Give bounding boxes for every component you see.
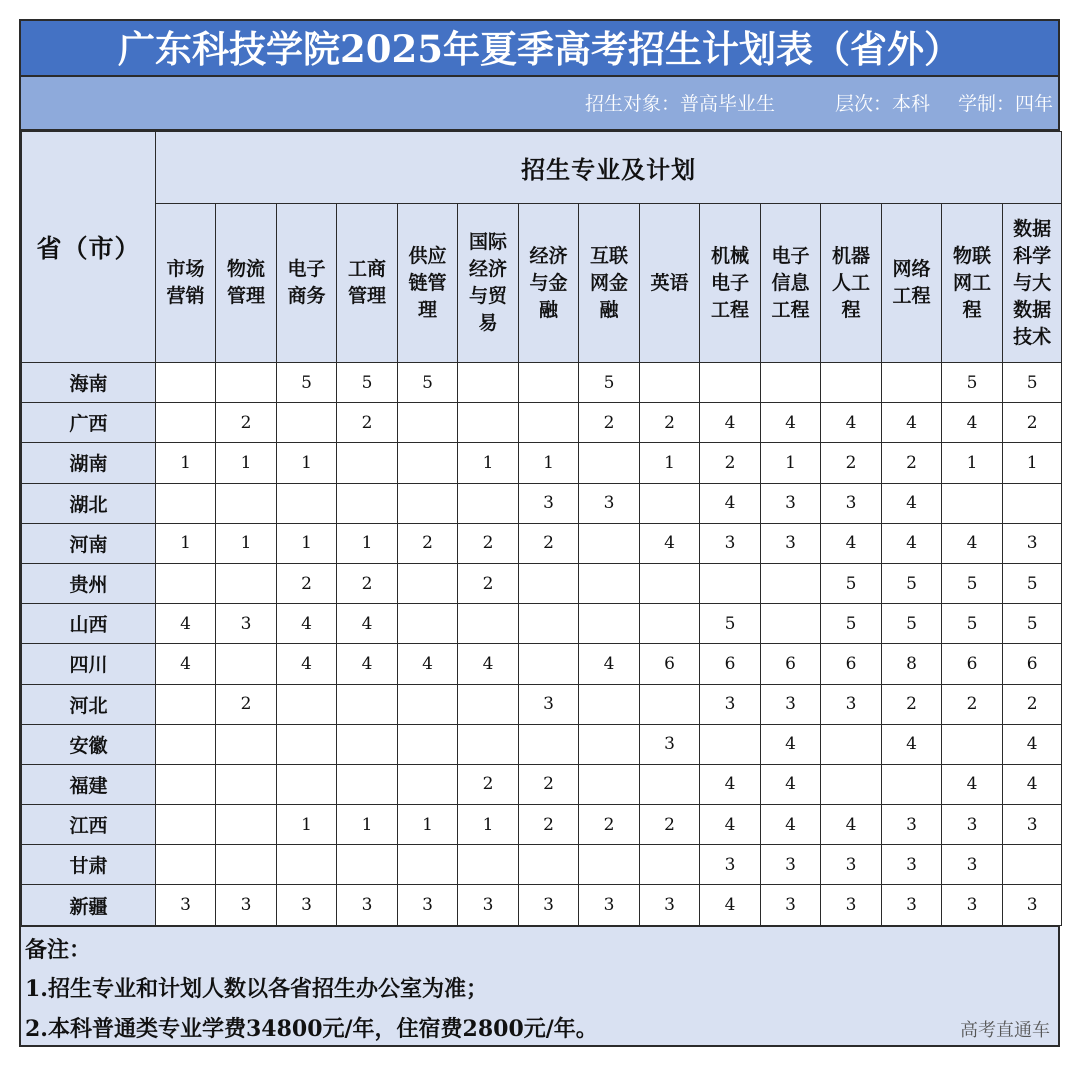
plan-count-cell [337, 684, 398, 724]
major-header-label: 经济与金融 [529, 244, 568, 321]
plan-count-cell: 2 [519, 523, 579, 563]
plan-count-cell: 3 [579, 483, 640, 523]
plan-count-cell [156, 724, 216, 764]
plan-count-cell [337, 483, 398, 523]
plan-count-cell [216, 644, 277, 684]
plan-count-cell [156, 684, 216, 724]
subheader-bar [21, 77, 1058, 131]
plan-count-cell: 6 [942, 644, 1003, 684]
plan-count-cell [519, 724, 579, 764]
plan-count-cell: 1 [458, 805, 519, 845]
plan-count-cell: 2 [458, 523, 519, 563]
plan-count-cell [216, 805, 277, 845]
table-row [22, 443, 1062, 483]
page-title: 广东科技学院2025年夏季高考招生计划表（省外） [21, 21, 1058, 77]
plan-count-cell [640, 483, 700, 523]
plan-count-cell: 3 [882, 805, 942, 845]
plan-count-cell [337, 724, 398, 764]
plan-count-cell: 1 [337, 805, 398, 845]
table-row [22, 805, 1062, 845]
plan-count-cell [337, 845, 398, 885]
major-header [398, 204, 458, 363]
plan-count-cell: 3 [700, 845, 761, 885]
plan-count-cell [156, 563, 216, 603]
plan-count-cell [458, 604, 519, 644]
province-cell: 甘肃 [22, 845, 156, 885]
province-cell: 山西 [22, 604, 156, 644]
province-column-header: 省（市） [22, 132, 156, 363]
plan-count-cell: 4 [700, 764, 761, 804]
plan-count-cell [398, 724, 458, 764]
plan-count-cell: 4 [700, 805, 761, 845]
plan-count-cell [700, 363, 761, 403]
plan-count-cell [579, 724, 640, 764]
table-row [22, 845, 1062, 885]
major-header [216, 204, 277, 363]
plan-count-cell: 4 [700, 483, 761, 523]
plan-count-cell: 4 [882, 724, 942, 764]
plan-count-cell: 4 [761, 805, 821, 845]
major-header [1003, 204, 1062, 363]
plan-count-cell [1003, 845, 1062, 885]
plan-count-cell: 2 [1003, 684, 1062, 724]
plan-count-cell: 4 [700, 403, 761, 443]
plan-count-cell [882, 764, 942, 804]
plan-count-cell: 3 [942, 805, 1003, 845]
table-row [22, 604, 1062, 644]
major-header [337, 204, 398, 363]
plan-count-cell [519, 563, 579, 603]
province-cell: 广西 [22, 403, 156, 443]
plan-count-cell: 3 [882, 885, 942, 925]
plan-count-cell [216, 483, 277, 523]
plan-count-cell: 5 [942, 363, 1003, 403]
plan-count-cell: 6 [761, 644, 821, 684]
major-header [942, 204, 1003, 363]
education-level-label: 层次：本科 [835, 93, 931, 115]
plan-count-cell [458, 363, 519, 403]
plan-count-cell [761, 604, 821, 644]
plan-count-cell [398, 764, 458, 804]
plan-count-cell: 3 [761, 523, 821, 563]
plan-count-cell: 2 [337, 403, 398, 443]
plan-count-cell: 3 [700, 523, 761, 563]
plan-count-cell: 3 [579, 885, 640, 925]
plan-count-cell: 3 [761, 483, 821, 523]
plan-count-cell: 6 [700, 644, 761, 684]
plan-count-cell [640, 363, 700, 403]
plan-count-cell: 2 [216, 403, 277, 443]
province-cell: 贵州 [22, 563, 156, 603]
plan-count-cell [640, 684, 700, 724]
plan-count-cell: 2 [700, 443, 761, 483]
major-header-label: 供应链管理 [408, 244, 447, 321]
major-header [156, 204, 216, 363]
plan-count-cell: 4 [156, 604, 216, 644]
plan-count-cell: 4 [277, 604, 337, 644]
plan-count-cell: 2 [398, 523, 458, 563]
plan-count-cell [640, 604, 700, 644]
major-header-label: 电子信息工程 [771, 244, 810, 321]
table-row [22, 684, 1062, 724]
notes-title: 备注： [25, 937, 92, 963]
province-cell: 河北 [22, 684, 156, 724]
major-header [277, 204, 337, 363]
plan-count-cell: 1 [277, 443, 337, 483]
table-row [22, 523, 1062, 563]
plan-count-cell: 3 [761, 845, 821, 885]
plan-count-cell [277, 764, 337, 804]
plan-count-cell [398, 403, 458, 443]
plan-count-cell: 4 [156, 644, 216, 684]
plan-count-cell: 5 [579, 363, 640, 403]
watermark: 高考直通车 [960, 1020, 1050, 1041]
major-header [458, 204, 519, 363]
plan-count-cell [337, 443, 398, 483]
major-header [882, 204, 942, 363]
plan-count-cell: 2 [216, 684, 277, 724]
plan-count-cell: 1 [277, 805, 337, 845]
plan-count-cell: 4 [882, 403, 942, 443]
table-row [22, 563, 1062, 603]
plan-count-cell: 3 [640, 885, 700, 925]
plan-count-cell [277, 724, 337, 764]
plan-count-cell: 1 [156, 443, 216, 483]
plan-count-cell: 1 [216, 523, 277, 563]
plan-count-cell: 5 [277, 363, 337, 403]
plan-count-cell [519, 363, 579, 403]
plan-count-cell: 5 [821, 604, 882, 644]
plan-count-cell: 1 [640, 443, 700, 483]
table-row [22, 644, 1062, 684]
plan-count-cell [156, 363, 216, 403]
province-cell: 新疆 [22, 885, 156, 925]
plan-count-cell: 4 [337, 644, 398, 684]
province-cell: 海南 [22, 363, 156, 403]
plan-count-cell [458, 403, 519, 443]
plan-count-cell [821, 724, 882, 764]
plan-count-cell [156, 403, 216, 443]
plan-count-cell: 2 [640, 805, 700, 845]
plan-count-cell [458, 724, 519, 764]
plan-count-cell [942, 724, 1003, 764]
plan-count-cell: 3 [942, 885, 1003, 925]
plan-count-cell [156, 805, 216, 845]
plan-count-cell: 3 [398, 885, 458, 925]
plan-count-cell: 5 [700, 604, 761, 644]
plan-count-cell [277, 483, 337, 523]
plan-count-cell: 3 [519, 885, 579, 925]
plan-count-cell: 4 [579, 644, 640, 684]
plan-count-cell: 3 [821, 483, 882, 523]
plan-count-cell: 4 [337, 604, 398, 644]
plan-count-cell: 2 [1003, 403, 1062, 443]
plan-count-cell: 4 [700, 885, 761, 925]
table-row [22, 363, 1062, 403]
plan-count-cell: 3 [882, 845, 942, 885]
plan-count-cell: 3 [519, 684, 579, 724]
plan-count-cell: 4 [821, 523, 882, 563]
note-item: 2.本科普通类专业学费34800元/年，住宿费2800元/年。 [25, 1016, 598, 1042]
province-cell: 四川 [22, 644, 156, 684]
plan-count-cell [216, 363, 277, 403]
plan-count-cell: 6 [821, 644, 882, 684]
province-cell: 安徽 [22, 724, 156, 764]
plan-count-cell: 3 [821, 885, 882, 925]
plan-count-cell: 1 [398, 805, 458, 845]
plan-count-cell [458, 845, 519, 885]
plan-count-cell [398, 443, 458, 483]
major-header-label: 互联网金融 [589, 244, 628, 321]
major-header [579, 204, 640, 363]
plan-count-cell: 3 [337, 885, 398, 925]
plan-count-cell [398, 845, 458, 885]
plan-count-cell: 6 [640, 644, 700, 684]
plan-count-cell [398, 684, 458, 724]
table-row [22, 764, 1062, 804]
major-header [700, 204, 761, 363]
major-header-label: 数据科学与大数据技术 [1013, 217, 1052, 348]
notes-section [21, 926, 1058, 1045]
province-cell: 河南 [22, 523, 156, 563]
plan-count-cell [398, 483, 458, 523]
plan-count-cell: 4 [458, 644, 519, 684]
plan-count-cell: 3 [458, 885, 519, 925]
plan-count-cell [216, 764, 277, 804]
plan-count-cell: 2 [337, 563, 398, 603]
plan-count-cell [337, 764, 398, 804]
major-header-row [22, 204, 1062, 363]
plan-count-cell: 2 [821, 443, 882, 483]
plan-count-cell [277, 845, 337, 885]
plan-count-cell [579, 764, 640, 804]
plan-count-cell: 2 [882, 684, 942, 724]
plan-count-cell: 4 [942, 764, 1003, 804]
table-row [22, 403, 1062, 443]
province-cell: 江西 [22, 805, 156, 845]
plan-count-cell: 3 [1003, 805, 1062, 845]
plan-count-cell [156, 845, 216, 885]
major-header-label: 物联网工程 [952, 244, 991, 321]
plan-count-cell: 2 [579, 403, 640, 443]
major-header-label: 物流管理 [226, 258, 265, 307]
plan-count-cell: 2 [458, 764, 519, 804]
table-row [22, 483, 1062, 523]
province-cell: 湖北 [22, 483, 156, 523]
plan-count-cell [519, 644, 579, 684]
major-header-label: 工商管理 [347, 258, 386, 307]
plan-count-cell: 2 [458, 563, 519, 603]
plan-count-cell: 2 [579, 805, 640, 845]
plan-count-cell: 3 [277, 885, 337, 925]
plan-count-cell: 3 [216, 885, 277, 925]
plan-count-cell: 2 [640, 403, 700, 443]
plan-count-cell [942, 483, 1003, 523]
plan-count-cell [156, 764, 216, 804]
plan-count-cell: 3 [1003, 523, 1062, 563]
plan-count-cell: 5 [398, 363, 458, 403]
plan-count-cell [821, 363, 882, 403]
plan-count-cell [640, 845, 700, 885]
major-header-label: 电子商务 [287, 258, 326, 307]
plan-count-cell: 2 [519, 805, 579, 845]
plan-count-cell [579, 684, 640, 724]
major-header-label: 英语 [650, 271, 689, 294]
plan-count-cell: 3 [821, 684, 882, 724]
plan-count-cell: 5 [1003, 604, 1062, 644]
province-cell: 福建 [22, 764, 156, 804]
province-cell: 湖南 [22, 443, 156, 483]
plan-count-cell [579, 563, 640, 603]
plan-count-cell: 5 [882, 604, 942, 644]
plan-count-cell [216, 563, 277, 603]
plan-count-cell [579, 443, 640, 483]
plan-count-cell: 3 [761, 885, 821, 925]
plan-count-cell: 1 [156, 523, 216, 563]
plan-count-cell: 4 [761, 403, 821, 443]
plan-count-cell: 1 [519, 443, 579, 483]
major-header [761, 204, 821, 363]
plan-count-cell [579, 845, 640, 885]
plan-count-cell [398, 563, 458, 603]
plan-count-cell: 5 [942, 604, 1003, 644]
plan-count-cell: 4 [1003, 764, 1062, 804]
table-row [22, 724, 1062, 764]
plan-count-cell [579, 604, 640, 644]
plan-count-cell: 5 [942, 563, 1003, 603]
plan-count-cell [156, 483, 216, 523]
table-row [22, 885, 1062, 925]
plan-count-cell: 4 [942, 403, 1003, 443]
major-header-label: 机器人工程 [831, 244, 870, 321]
plan-count-cell: 1 [942, 443, 1003, 483]
plan-count-cell: 4 [1003, 724, 1062, 764]
plan-count-cell: 5 [1003, 363, 1062, 403]
plan-count-cell: 2 [519, 764, 579, 804]
enrollment-plan-table [21, 131, 1062, 926]
plan-count-cell [519, 403, 579, 443]
plan-count-cell: 4 [277, 644, 337, 684]
plan-count-cell [579, 523, 640, 563]
plan-count-cell [216, 724, 277, 764]
plan-count-cell: 3 [640, 724, 700, 764]
plan-count-cell: 4 [821, 403, 882, 443]
plan-count-cell: 3 [216, 604, 277, 644]
plan-count-cell: 3 [942, 845, 1003, 885]
major-header [640, 204, 700, 363]
plan-count-cell [640, 563, 700, 603]
major-header [519, 204, 579, 363]
majors-group-header: 招生专业及计划 [156, 132, 1062, 204]
plan-count-cell: 3 [1003, 885, 1062, 925]
plan-count-cell: 4 [761, 764, 821, 804]
plan-count-cell: 2 [942, 684, 1003, 724]
plan-count-cell [700, 724, 761, 764]
plan-count-cell: 3 [156, 885, 216, 925]
plan-count-cell [398, 604, 458, 644]
plan-count-cell [882, 363, 942, 403]
table-body [22, 363, 1062, 926]
note-item: 1.招生专业和计划人数以各省招生办公室为准； [25, 976, 488, 1002]
plan-count-cell: 2 [277, 563, 337, 603]
plan-count-cell: 4 [882, 523, 942, 563]
plan-count-cell: 8 [882, 644, 942, 684]
plan-count-cell: 5 [821, 563, 882, 603]
plan-count-cell: 1 [216, 443, 277, 483]
plan-count-cell [458, 684, 519, 724]
plan-count-cell: 4 [640, 523, 700, 563]
plan-count-cell [519, 845, 579, 885]
plan-count-cell: 3 [761, 684, 821, 724]
plan-count-cell: 3 [519, 483, 579, 523]
enrollment-plan-sheet [19, 19, 1060, 1047]
major-header [821, 204, 882, 363]
plan-count-cell: 1 [277, 523, 337, 563]
plan-count-cell [458, 483, 519, 523]
plan-count-cell: 4 [882, 483, 942, 523]
study-duration-label: 学制：四年 [958, 93, 1054, 115]
plan-count-cell [216, 845, 277, 885]
plan-count-cell [640, 764, 700, 804]
plan-count-cell: 1 [458, 443, 519, 483]
plan-count-cell: 1 [337, 523, 398, 563]
plan-count-cell [1003, 483, 1062, 523]
major-header-label: 市场营销 [166, 258, 205, 307]
plan-count-cell: 2 [882, 443, 942, 483]
plan-count-cell: 4 [761, 724, 821, 764]
major-header-label: 机械电子工程 [710, 244, 749, 321]
enrollment-target-label: 招生对象：普高毕业生 [585, 93, 776, 115]
plan-count-cell: 4 [398, 644, 458, 684]
plan-count-cell: 3 [700, 684, 761, 724]
major-header-label: 网络工程 [892, 258, 931, 307]
major-header-label: 国际经济与贸易 [468, 231, 507, 334]
plan-count-cell [761, 363, 821, 403]
plan-count-cell: 3 [821, 845, 882, 885]
plan-count-cell [277, 403, 337, 443]
plan-count-cell: 4 [821, 805, 882, 845]
plan-count-cell [821, 764, 882, 804]
plan-count-cell: 5 [1003, 563, 1062, 603]
plan-count-cell: 1 [1003, 443, 1062, 483]
plan-count-cell: 6 [1003, 644, 1062, 684]
plan-count-cell [519, 604, 579, 644]
plan-count-cell [700, 563, 761, 603]
plan-count-cell: 5 [882, 563, 942, 603]
plan-count-cell: 1 [761, 443, 821, 483]
plan-count-cell [277, 684, 337, 724]
plan-count-cell: 5 [337, 363, 398, 403]
plan-count-cell [761, 563, 821, 603]
plan-count-cell: 4 [942, 523, 1003, 563]
